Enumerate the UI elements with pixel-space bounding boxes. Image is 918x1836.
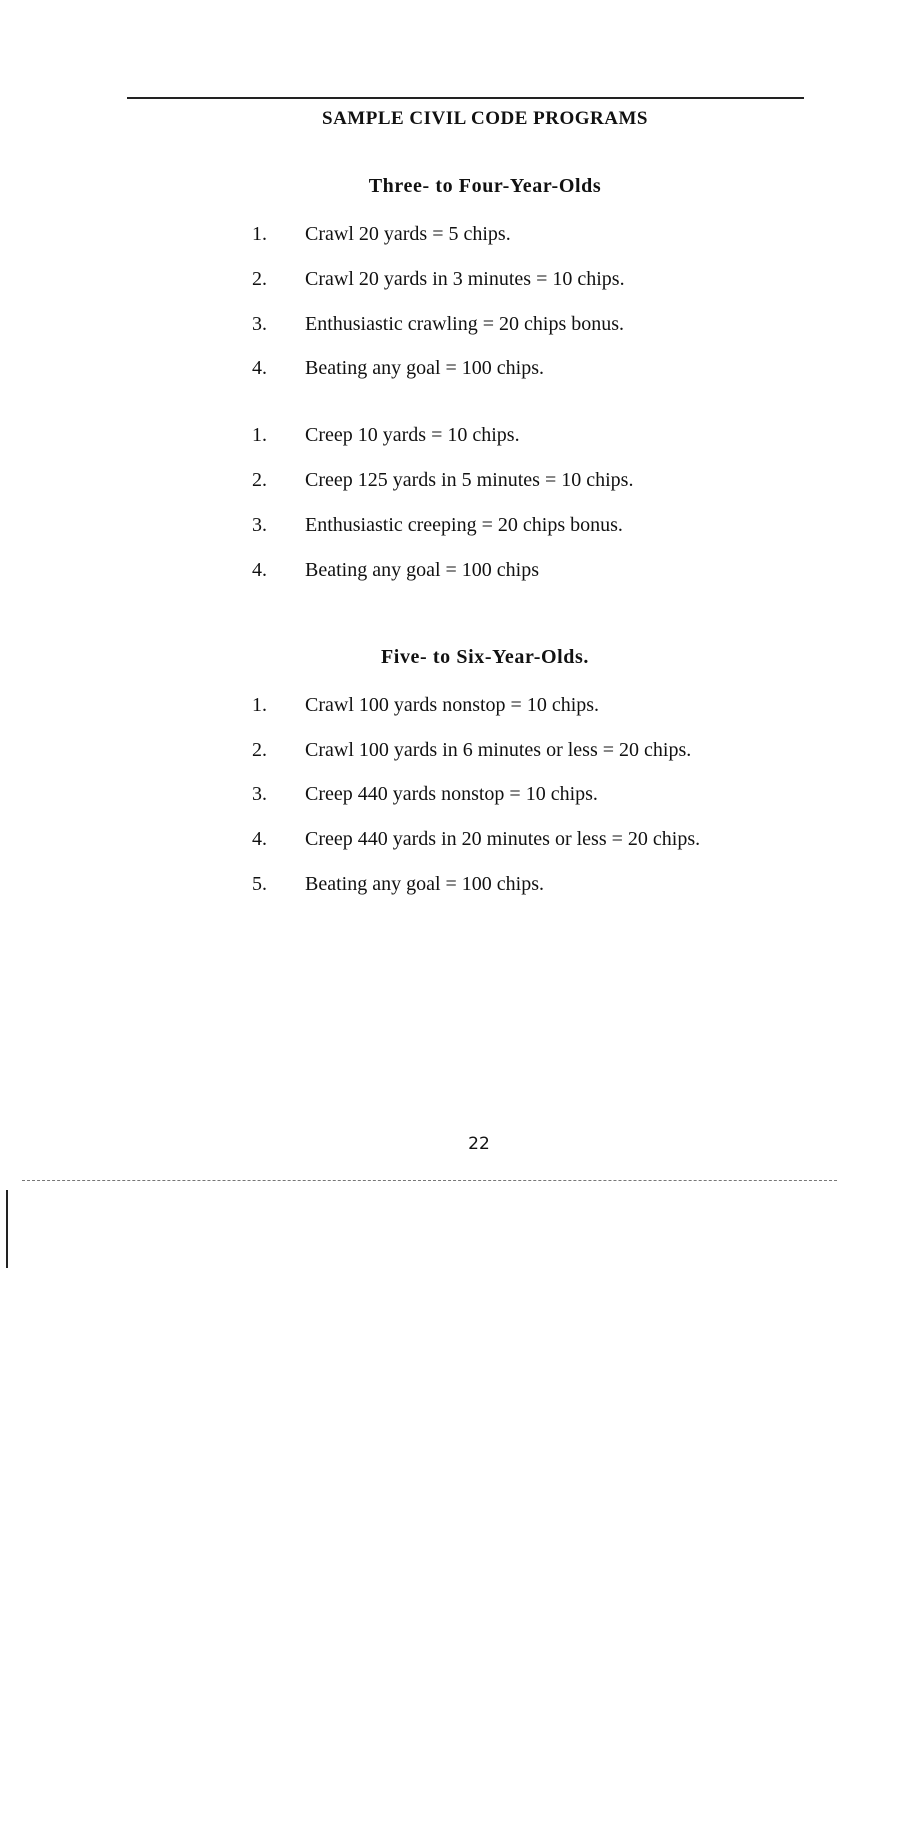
list-item-text: Enthusiastic crawling = 20 chips bonus.	[305, 313, 625, 335]
list-item-number: 3.	[252, 313, 267, 335]
list-item-text: Beating any goal = 100 chips.	[305, 873, 545, 895]
list-item-number: 4.	[252, 828, 267, 850]
bottom-rule	[22, 1180, 837, 1181]
list-item-text: Creep 10 yards = 10 chips.	[305, 424, 520, 446]
section-heading-three-to-four: Three- to Four-Year-Olds	[368, 175, 602, 197]
list-item-number: 1.	[252, 223, 267, 245]
list-item-number: 1.	[252, 694, 267, 716]
list-item-number: 4.	[252, 559, 267, 581]
top-rule	[127, 97, 804, 99]
list-item-text: Creep 440 yards nonstop = 10 chips.	[305, 783, 598, 805]
list-item-text: Creep 440 yards in 20 minutes or less = 20 chips.	[305, 828, 701, 850]
page-title: SAMPLE CIVIL CODE PROGRAMS	[322, 108, 648, 129]
list-item-text: Crawl 100 yards nonstop = 10 chips.	[305, 694, 600, 716]
list-item-number: 4.	[252, 357, 267, 379]
list-item-number: 5.	[252, 873, 267, 895]
page-number: 22	[468, 1134, 490, 1154]
list-item-number: 3.	[252, 514, 267, 536]
list-item-number: 3.	[252, 783, 267, 805]
list-item-number: 2.	[252, 268, 267, 290]
list-item-number: 2.	[252, 739, 267, 761]
list-item-number: 2.	[252, 469, 267, 491]
list-item-text: Beating any goal = 100 chips	[305, 559, 540, 581]
list-item-text: Beating any goal = 100 chips.	[305, 357, 545, 379]
section-heading-five-to-six: Five- to Six-Year-Olds.	[380, 646, 590, 668]
list-item-text: Crawl 100 yards in 6 minutes or less = 20 chips.	[305, 739, 692, 761]
list-item-text: Creep 125 yards in 5 minutes = 10 chips.	[305, 469, 634, 491]
list-item-text: Crawl 20 yards = 5 chips.	[305, 223, 511, 245]
list-item-text: Enthusiastic creeping = 20 chips bonus.	[305, 514, 623, 536]
list-item-number: 1.	[252, 424, 267, 446]
list-item-text: Crawl 20 yards in 3 minutes = 10 chips.	[305, 268, 625, 290]
margin-bar	[6, 1190, 8, 1268]
